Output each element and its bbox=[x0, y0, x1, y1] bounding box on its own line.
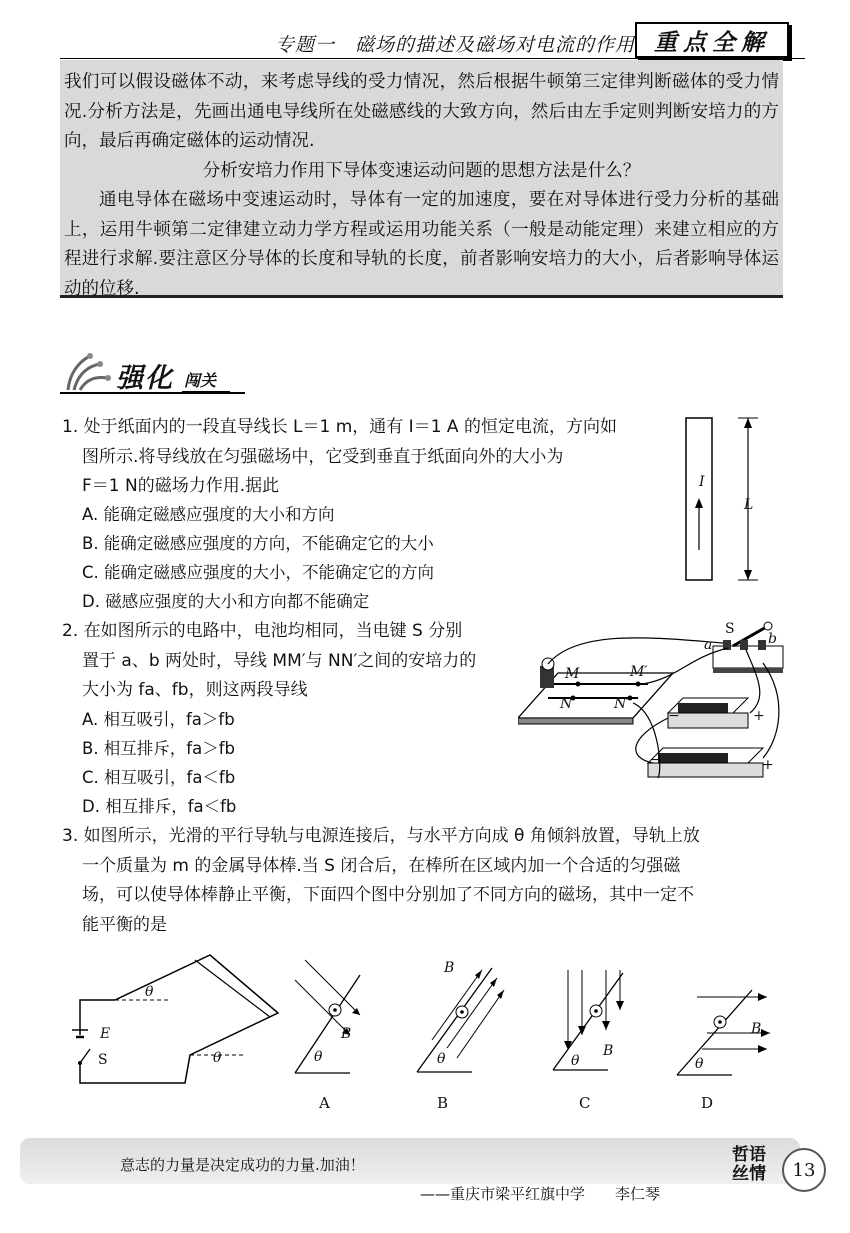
q2-fig-label-minus-1: − bbox=[668, 708, 680, 724]
q2-line-1: 2. 在如图所示的电路中，电池均相同，当电键 S 分别 bbox=[62, 621, 463, 641]
q3-option-d-theta: θ bbox=[695, 1056, 704, 1072]
footer-badge bbox=[718, 1146, 780, 1186]
q2-fig-label-b: b bbox=[768, 631, 777, 647]
page-header bbox=[60, 22, 805, 58]
q3-option-b-figure bbox=[412, 960, 507, 1080]
q2-fig-label-minus-2: − bbox=[650, 752, 662, 768]
q1-line-3: F＝1 N的磁场力作用.据此 bbox=[82, 476, 280, 496]
section-title-big: 强化 bbox=[116, 363, 174, 394]
q3-fig-label-s: S bbox=[98, 1052, 108, 1068]
section-title-rule bbox=[60, 392, 245, 394]
q3-rail-circuit-figure bbox=[60, 945, 290, 1095]
q3-stem bbox=[62, 822, 792, 940]
q2-option-d: D. 相互排斥，fa＜fb bbox=[82, 797, 237, 816]
footer-badge-line-1: 哲语 bbox=[732, 1145, 766, 1165]
q3-line-1: 3. 如图所示，光滑的平行导轨与电源连接后，与水平方向成 θ 角倾斜放置，导轨上放 bbox=[62, 826, 700, 846]
q3-option-c-label: C bbox=[579, 1094, 591, 1112]
q1-option-c: C. 能确定磁感应强度的大小，不能确定它的方向 bbox=[82, 563, 435, 582]
q2-fig-label-a: a bbox=[704, 637, 713, 653]
q1-figure bbox=[680, 410, 780, 585]
q1-line-2: 图所示.将导线放在匀强磁场中，它受到垂直于纸面向外的大小为 bbox=[82, 446, 564, 467]
q2-fig-label-s: S bbox=[725, 621, 735, 637]
box-paragraph-2: 通电导体在磁场中变速运动时，导体有一定的加速度，要在对导体进行受力分析的基础上，运用牛顿第二定律建立动力学方程或运用功能关系（一般是动能定理）来建立相应的方程进行求解.要注意区分导体的长度和导轨的长度，前者影响安培力的大小，后者影响导体运动的位移. bbox=[64, 190, 779, 299]
q3-fig-theta-2: θ bbox=[213, 1050, 222, 1066]
q2-line-3: 大小为 fa、fb，则这两段导线 bbox=[82, 680, 308, 700]
swirl-icon bbox=[60, 350, 116, 396]
q1-fig-label-l: L bbox=[744, 497, 754, 513]
q3-option-b-b-label: B bbox=[444, 960, 455, 976]
section-title-small: 闯关 bbox=[182, 368, 230, 393]
q2-fig-label-plus-2: + bbox=[762, 757, 774, 773]
header-badge bbox=[635, 22, 789, 58]
q2-stem bbox=[62, 617, 522, 706]
q2-option-c: C. 相互吸引，fa＜fb bbox=[82, 768, 236, 787]
q3-fig-theta-1: θ bbox=[145, 984, 154, 1000]
q3-option-a-label: A bbox=[319, 1094, 330, 1112]
footer-badge-line-2: 丝情 bbox=[732, 1164, 766, 1184]
box-paragraph-1: 我们可以假设磁体不动，来考虑导线的受力情况，然后根据牛顿第三定律判断磁体的受力情况.分析方法是，先画出通电导线所在处磁感线的大致方向，然后由左手定则判断安培力的方向，最后再确定磁体的运动情况. bbox=[64, 72, 779, 151]
q3-option-d-b-label: B bbox=[751, 1021, 762, 1037]
box-question: 分析安培力作用下导体变速运动问题的思想方法是什么？ bbox=[202, 160, 641, 181]
q1-stem bbox=[62, 413, 682, 502]
header-title: 专题一 磁场的描述及磁场对电流的作用 bbox=[274, 34, 635, 56]
q2-fig-label-m: M bbox=[565, 666, 580, 682]
footer-motto: 意志的力量是决定成功的力量.加油！ bbox=[120, 1156, 365, 1174]
q2-line-2: 置于 a、b 两处时，导线 MM′与 NN′之间的安培力的 bbox=[82, 650, 477, 671]
q2-fig-label-n: N bbox=[560, 696, 573, 712]
q3-line-4: 能平衡的是 bbox=[82, 914, 167, 935]
section-title bbox=[60, 350, 250, 396]
q3-option-a-figure bbox=[290, 955, 380, 1075]
q3-option-c-theta: θ bbox=[571, 1053, 580, 1069]
q3-line-2: 一个质量为 m 的金属导体棒.当 S 闭合后，在棒所在区域内加一个合适的匀强磁 bbox=[82, 855, 681, 876]
explanation-box bbox=[60, 60, 783, 298]
q2-fig-label-mp: M′ bbox=[630, 664, 648, 680]
q3-option-d-label: D bbox=[701, 1094, 714, 1112]
header-badge-text: 重点全解 bbox=[654, 29, 770, 56]
q2-circuit-figure bbox=[518, 618, 788, 798]
footer-author: ——重庆市梁平红旗中学 李仁琴 bbox=[420, 1185, 661, 1203]
q1-line-1: 1. 处于纸面内的一段直导线长 L＝1 m，通有 I＝1 A 的恒定电流，方向如 bbox=[62, 417, 617, 437]
q1-option-b: B. 能确定磁感应强度的方向，不能确定它的大小 bbox=[82, 534, 434, 553]
q3-option-c-b-label: B bbox=[603, 1043, 614, 1059]
q3-line-3: 场，可以使导体棒静止平衡，下面四个图中分别加了不同方向的磁场，其中一定不 bbox=[82, 885, 694, 905]
q2-option-b: B. 相互排斥，fa＞fb bbox=[82, 739, 236, 758]
q1-fig-label-i: I bbox=[699, 474, 705, 490]
page-number: 13 bbox=[782, 1148, 826, 1192]
q2-fig-label-plus-1: + bbox=[753, 708, 765, 724]
q3-option-b-label: B bbox=[437, 1094, 449, 1112]
header-rule bbox=[60, 58, 805, 59]
q2-option-a: A. 相互吸引，fa＞fb bbox=[82, 710, 235, 729]
q3-option-a-b-label: B bbox=[341, 1026, 352, 1042]
q2-fig-label-np: N′ bbox=[614, 696, 630, 712]
q1-option-a: A. 能确定磁感应强度的大小和方向 bbox=[82, 505, 335, 524]
q3-option-c-figure bbox=[548, 965, 638, 1075]
q3-fig-label-e: E bbox=[100, 1026, 111, 1042]
q3-option-a-theta: θ bbox=[314, 1049, 323, 1065]
q3-option-b-theta: θ bbox=[437, 1051, 446, 1067]
q1-option-d: D. 磁感应强度的大小和方向都不能确定 bbox=[82, 592, 370, 611]
